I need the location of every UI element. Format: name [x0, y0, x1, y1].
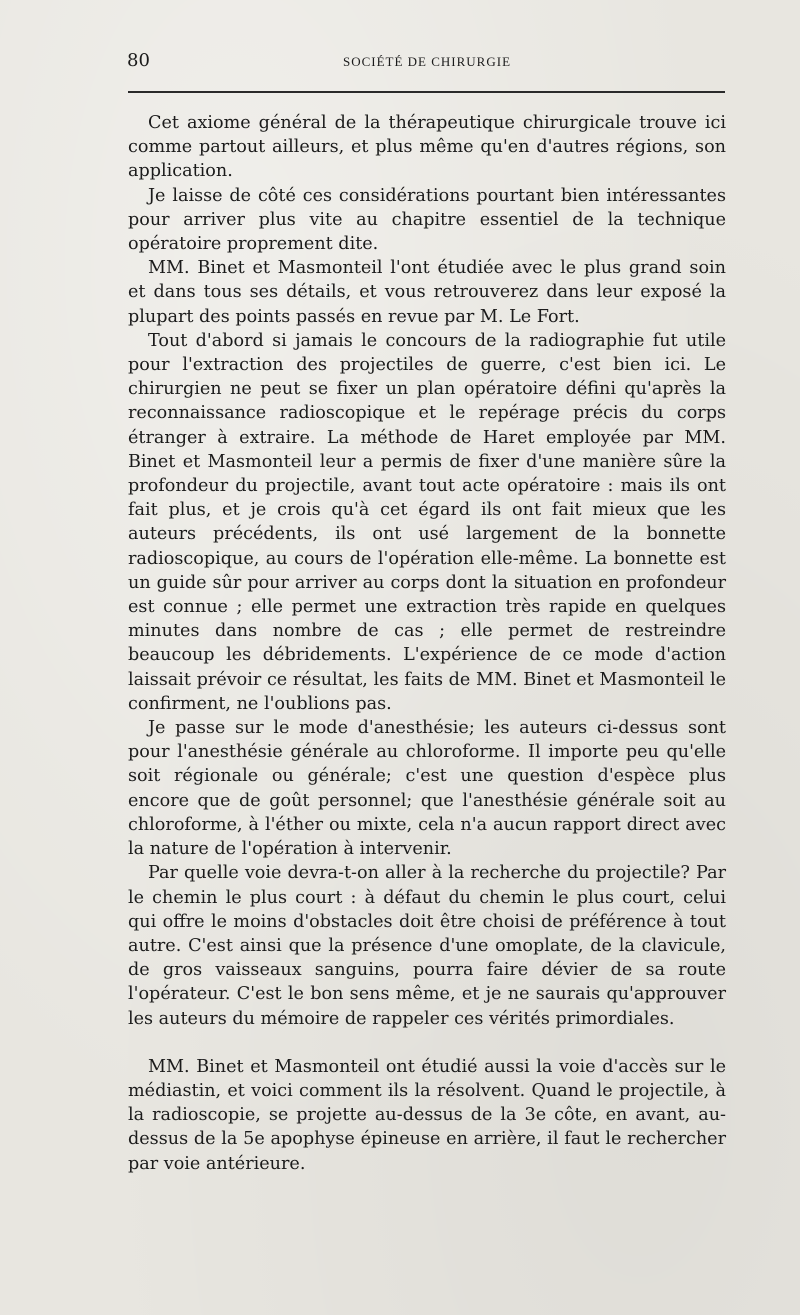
paragraph: MM. Binet et Masmonteil l'ont étudiée avec le plus grand soin et dans tous ses détails, et vous retrouverez dans leur exposé la plupart des points passés en revue par M. Le Fort.: [128, 258, 726, 327]
paragraph: MM. Binet et Masmonteil ont étudié aussi la voie d'accès sur le médiastin, et voici comment ils la résolvent. Quand le projectile, à la radioscopie, se projette au-dessus de la 3e côte, en avant, au-dessus de la 5e apophyse épineuse en arrière, il faut le rechercher par voie antérieure.: [128, 1056, 726, 1174]
paragraph: Je laisse de côté ces considérations pourtant bien intéressantes pour arriver plus vite au chapitre essentiel de la technique opératoire proprement dite.: [128, 185, 726, 255]
page-number: 80: [127, 50, 150, 71]
header-rule: [128, 91, 725, 93]
paragraph: Cet axiome général de la thérapeutique chirurgicale trouve ici comme partout ailleurs, et plus même qu'en d'autres régions, son application.: [128, 113, 726, 182]
paragraph: Par quelle voie devra-t-on aller à la recherche du projectile? Par le chemin le plus court : à défaut du chemin le plus court, celui qui offre le moins d'obstacles doit être choisi de préférence à tout autre. C'est ainsi que la présence d'une omoplate, de la clavicule, de gros vaisseaux sanguins, pourra faire dévier de sa route l'opérateur. C'est le bon sens même, et je ne saurais qu'approuver les auteurs du mémoire de rappeler ces vérités primordiales.: [128, 863, 726, 1029]
page-header: [127, 50, 727, 76]
paragraph: Je passe sur le mode d'anesthésie; les auteurs ci-dessus sont pour l'anesthésie générale au chloroforme. Il importe peu qu'elle soit régionale ou générale; c'est une question d'espèce plus encore que de goût personnel; que l'anesthésie générale soit au chloroforme, à l'éther ou mixte, cela n'a aucun rapport direct avec la nature de l'opération à intervenir.: [128, 718, 726, 860]
paragraph: Tout d'abord si jamais le concours de la radiographie fut utile pour l'extraction des projectiles de guerre, c'est bien ici. Le chirurgien ne peut se fixer un plan opératoire défini qu'après la reconnaissance radioscopique et le repérage précis du corps étranger à extraire. La méthode de Haret employée par MM. Binet et Masmonteil leur a permis de fixer d'une manière sûre la profondeur du projectile, avant tout acte opératoire : mais ils ont fait plus, et je crois qu'à cet égard ils ont fait mieux que les auteurs précédents, ils ont usé largement de la bonnette radioscopique, au cours de l'opération elle-même. La bonnette est un guide sûr pour arriver au corps dont la situation en profondeur est connue ; elle permet une extraction très rapide en quelques minutes dans nombre de cas ; elle permet de restreindre beaucoup les débridements. L'expérience de ce mode d'action laissait prévoir ce résultat, les faits de MM. Binet et Masmonteil le confirment, ne l'oublions pas.: [128, 330, 726, 714]
body-text: [128, 111, 726, 1176]
running-title: SOCIÉTÉ DE CHIRURGIE: [342, 54, 512, 69]
